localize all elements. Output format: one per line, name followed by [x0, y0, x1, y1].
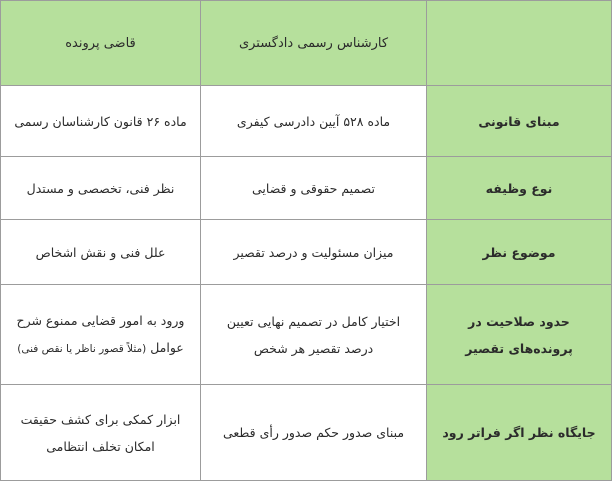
judge-cell [1, 86, 201, 157]
cell-note: (مثلاً قصور ناظر یا نقص فنی) [17, 342, 147, 355]
judge-cell [1, 285, 201, 385]
row-label [427, 157, 612, 220]
row-label [427, 385, 612, 481]
row-label [427, 86, 612, 157]
cell-line [11, 334, 190, 363]
cell-line: درصد تقصیر هر شخص [253, 340, 374, 356]
judge-cell [1, 157, 201, 220]
expert-cell [201, 285, 427, 385]
cell-line: نظر فنی، تخصصی و مستدل [26, 180, 175, 196]
cell-line: علل فنی و نقش اشخاص [35, 244, 166, 260]
table-row [1, 285, 612, 385]
expert-cell [201, 86, 427, 157]
header-corner-cell [427, 1, 612, 86]
row-label-line: حدود صلاحیت در [468, 313, 570, 329]
header-judge: قاضی پرونده [1, 1, 201, 86]
cell-line: اختیار کامل در تصمیم نهایی تعیین [226, 313, 401, 329]
row-label-line: جایگاه نظر اگر فراتر رود [442, 425, 596, 440]
expert-cell [201, 385, 427, 481]
judge-cell [1, 220, 201, 285]
row-label-line: مبنای قانونی [478, 113, 560, 129]
cell-line: تصمیم حقوقی و قضایی [251, 180, 376, 196]
cell-line: امکان تخلف انتظامی [46, 438, 155, 454]
table-header-row [1, 1, 612, 86]
judge-cell [1, 385, 201, 481]
expert-cell [201, 157, 427, 220]
row-label-line: نوع وظیفه [485, 180, 553, 196]
row-label [427, 285, 612, 385]
cell-line-part: عوامل [150, 339, 184, 355]
expert-cell [201, 220, 427, 285]
header-expert: کارشناس رسمی دادگستری [201, 1, 427, 86]
row-label-line: موضوع نظر [482, 244, 556, 260]
cell-line: ماده ۲۶ قانون کارشناسان رسمی [14, 113, 187, 129]
table-row [1, 385, 612, 481]
table-row [1, 220, 612, 285]
cell-line: ورود به امور قضایی ممنوع شرح [16, 312, 185, 328]
row-label-line: پرونده‌های تقصیر [465, 340, 573, 356]
table-row [1, 86, 612, 157]
table-row [1, 157, 612, 220]
cell-line: ماده ۵۲۸ آیین دادرسی کیفری [236, 113, 391, 129]
row-label [427, 220, 612, 285]
cell-line: مبنای صدور حکم صدور رأی قطعی [222, 425, 405, 440]
cell-line: میزان مسئولیت و درصد تقصیر [233, 244, 394, 260]
cell-line: ابزار کمکی برای کشف حقیقت [20, 411, 181, 427]
